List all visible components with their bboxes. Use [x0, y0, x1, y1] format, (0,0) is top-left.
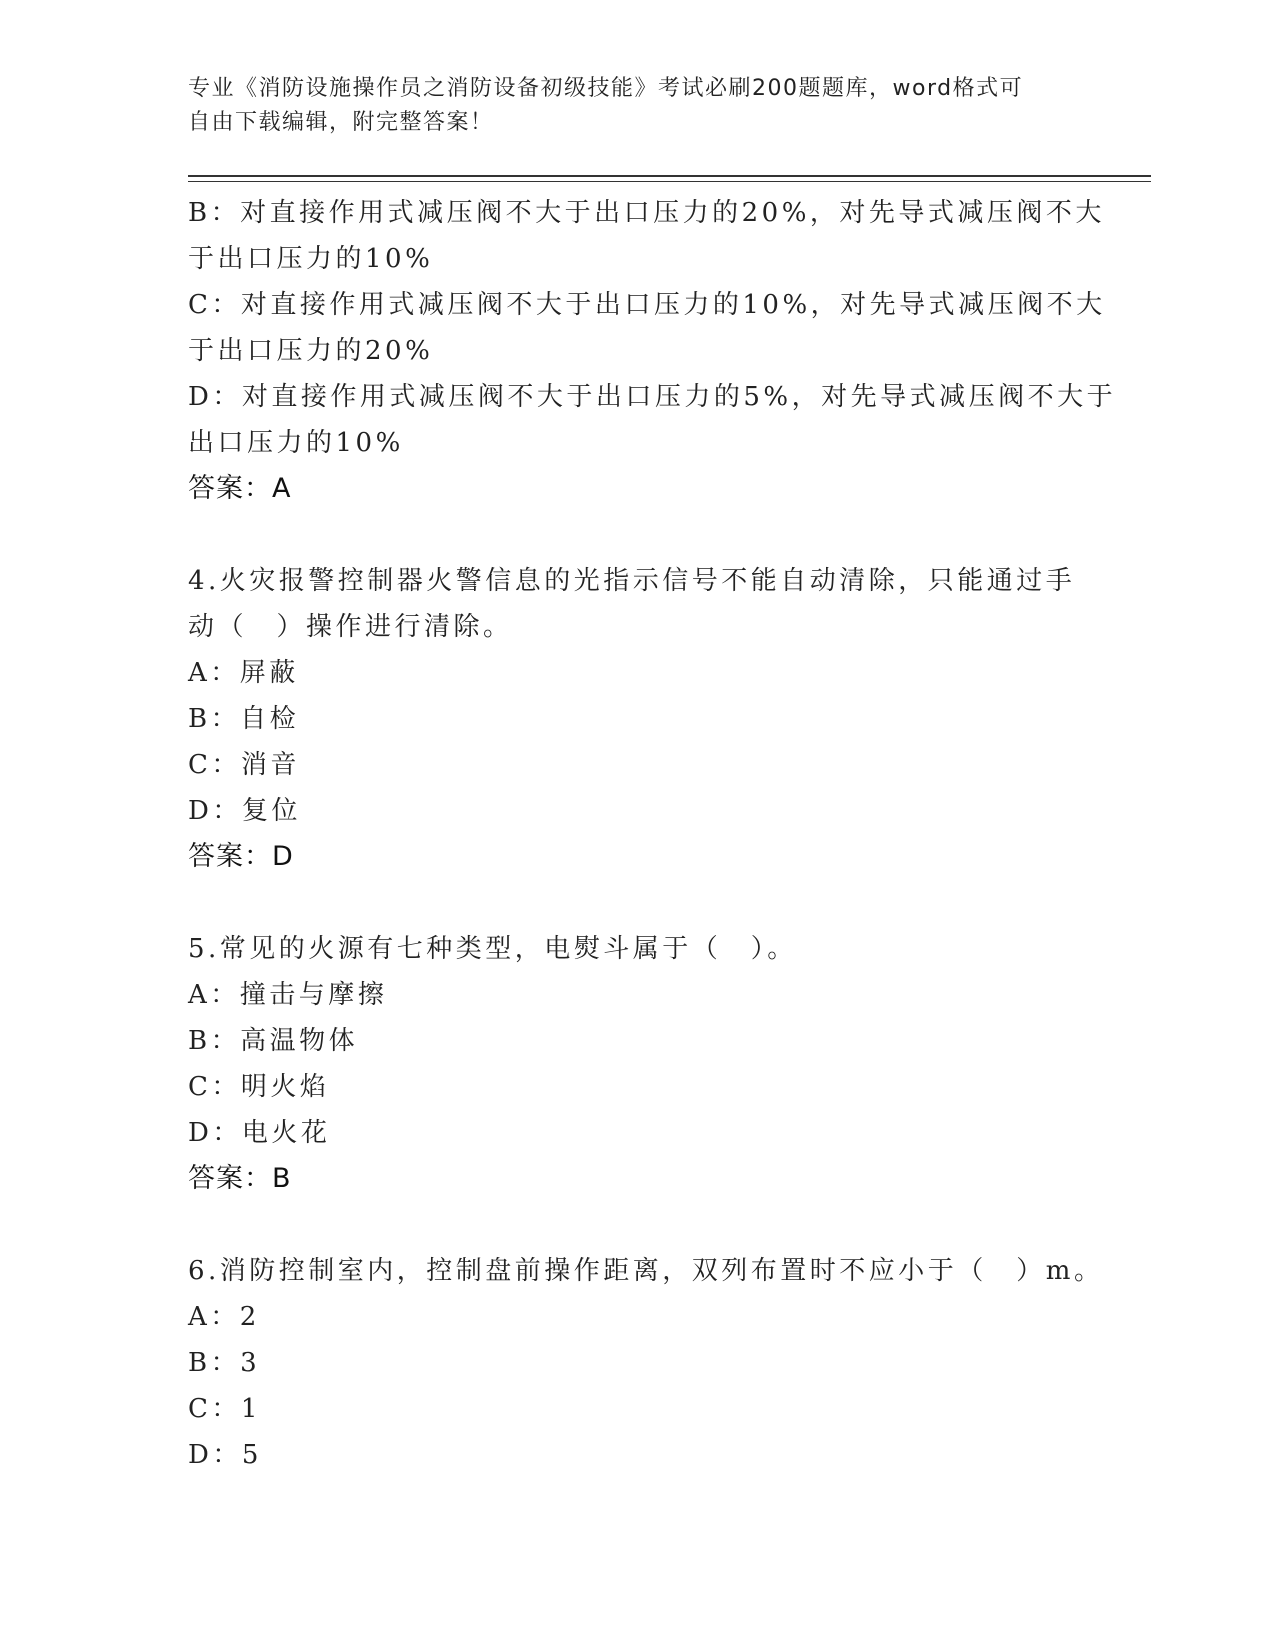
question-stem: 6.消防控制室内，控制盘前操作距离，双列布置时不应小于（ ）m。 — [188, 1256, 1104, 1286]
option-c-line-1: C：对直接作用式减压阀不大于出口压力的10%，对先导式减压阀不大 — [188, 290, 1106, 320]
option-d: D：复位 — [188, 796, 301, 826]
spacer — [188, 1202, 1088, 1248]
header-divider-thin — [188, 181, 1151, 182]
answer-label: 答案：A — [188, 473, 292, 504]
option-d-line-2: 出口压力的10% — [188, 428, 404, 458]
spacer — [188, 880, 1088, 926]
question-stem-line-1: 4.火灾报警控制器火警信息的光指示信号不能自动清除，只能通过手 — [188, 566, 1076, 596]
header-divider-thick — [188, 175, 1151, 177]
page-header — [188, 72, 1088, 140]
option-d: D：5 — [188, 1440, 262, 1470]
option-c-line-2: 于出口压力的20% — [188, 336, 434, 366]
question-content — [188, 190, 1117, 1478]
answer-label: 答案：D — [188, 841, 294, 872]
option-b-line-1: B：对直接作用式减压阀不大于出口压力的20%，对先导式减压阀不大 — [188, 198, 1105, 228]
option-a: A：2 — [188, 1302, 260, 1332]
question-6 — [188, 1248, 1104, 1478]
option-c: C：消音 — [188, 750, 300, 780]
option-a: A：撞击与摩擦 — [188, 980, 388, 1010]
option-c: C：1 — [188, 1394, 261, 1424]
answer-label: 答案：B — [188, 1163, 292, 1194]
option-b: B：3 — [188, 1348, 261, 1378]
question-stem-line-2: 动（ ）操作进行清除。 — [188, 612, 513, 642]
question-3-partial — [188, 190, 1117, 512]
option-b: B：自检 — [188, 704, 300, 734]
header-title-line-2: 自由下载编辑，附完整答案！ — [188, 110, 494, 135]
option-b: B：高温物体 — [188, 1026, 359, 1056]
option-b-line-2: 于出口压力的10% — [188, 244, 434, 274]
option-a: A：屏蔽 — [188, 658, 299, 688]
question-5 — [188, 926, 1088, 1202]
question-4 — [188, 558, 1088, 880]
header-title-line-1: 专业《消防设施操作员之消防设备初级技能》考试必刷200题题库，word格式可 — [188, 76, 1024, 101]
spacer — [188, 512, 1088, 558]
option-d: D：电火花 — [188, 1118, 331, 1148]
option-d-line-1: D：对直接作用式减压阀不大于出口压力的5%，对先导式减压阀不大于 — [188, 382, 1117, 412]
option-c: C：明火焰 — [188, 1072, 330, 1102]
question-stem: 5.常见的火源有七种类型，电熨斗属于（ ）。 — [188, 934, 797, 964]
